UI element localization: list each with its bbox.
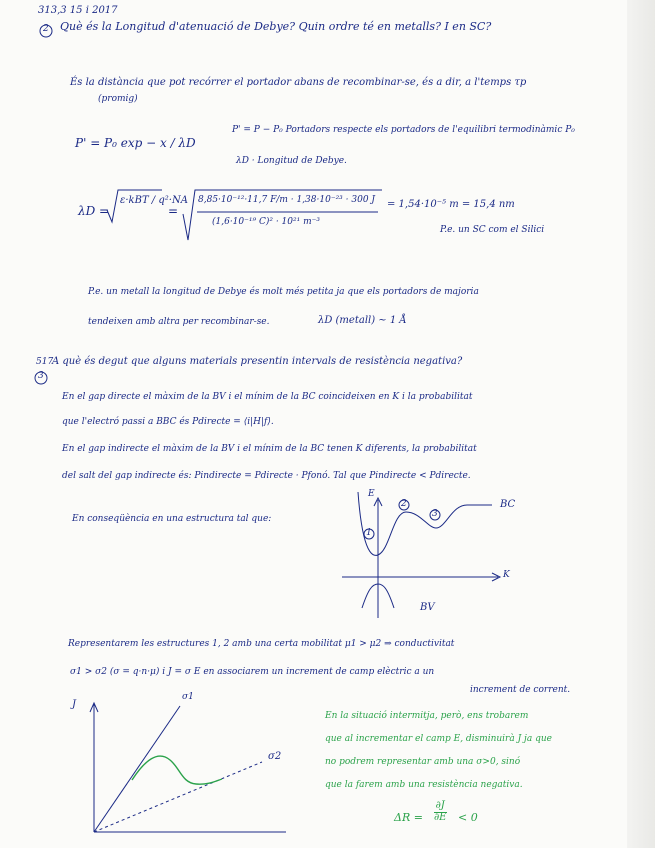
metal-line2: tendeixen amb altra per recombinar-se. <box>88 317 270 327</box>
sigma2-line <box>94 762 262 832</box>
q2-number: 2 <box>43 24 49 34</box>
lambda-result-note: P.e. un SC com el Silici <box>440 225 545 235</box>
bc-label: BC <box>500 499 516 510</box>
q3-line5: En conseqüència en una estructura tal que: <box>72 514 272 524</box>
lambda-denominator: (1,6·10⁻¹⁹ C)² · 10²¹ m⁻³ <box>212 217 320 227</box>
lambda-sqrt-expr: ε·kBT / q²·NA <box>120 195 188 206</box>
q3-question: A què és degut que alguns materials presentin intervals de resistència negativa? <box>52 356 463 367</box>
bv-label: BV <box>420 602 435 613</box>
sigma1-label: σ1 <box>182 692 194 702</box>
valley-label-2: 2 <box>401 499 407 509</box>
q3-line8: increment de corrent. <box>470 685 571 695</box>
green-formula-fraction <box>432 801 448 823</box>
q2-answer-note: (promig) <box>98 94 138 104</box>
q3-margin-note: 517 <box>36 357 54 367</box>
lambda-result: = 1,54·10⁻⁵ m = 15,4 nm <box>387 199 515 210</box>
green-note-line2: que al incrementar el camp E, disminuirà J ja que <box>325 734 552 744</box>
green-formula-numerator: ∂J <box>435 800 445 811</box>
q2-def-p: P' = P − P₀ Portadors respecte els portadors de l'equilibri termodinàmic P₀ <box>232 125 575 135</box>
metal-line1: P.e. un metall la longitud de Debye és molt més petita ja que els portadors de majoria <box>88 287 479 297</box>
negative-resistance-curve <box>132 756 222 784</box>
valley-label-3: 3 <box>432 509 438 519</box>
q3-line2: que l'electró passi a BBC és Pdirecte = ⟨i|H|f⟩. <box>62 417 274 427</box>
q3-line7: σ1 > σ2 (σ = q·n·μ) i J = σ E en associarem un increment de camp elèctric a un <box>70 667 435 677</box>
j-axis-label: J <box>72 699 77 710</box>
q2-formula-p: P' = P₀ exp − x / λD <box>75 136 196 150</box>
k-axis-label: K <box>503 570 510 580</box>
q2-question: Què és la Longitud d'atenuació de Debye? Quin ordre té en metalls? I en SC? <box>60 20 492 33</box>
green-formula-denominator: ∂E <box>434 811 447 823</box>
lambda-lhs: λD = <box>78 204 110 218</box>
date-header: 313,3 15 i 2017 <box>38 5 118 16</box>
e-axis-label: E <box>368 489 375 499</box>
q3-line6: Representarem les estructures 1, 2 amb una certa mobilitat μ1 > μ2 ⇒ conductivitat <box>68 639 455 649</box>
q3-line1: En el gap directe el màxim de la BV i el mínim de la BC coincideixen en K i la probabilitat <box>62 392 473 402</box>
lambda-numerator: 8,85·10⁻¹²·11,7 F/m · 1,38·10⁻²³ · 300 J <box>198 195 376 205</box>
green-formula-rhs: < 0 <box>458 811 478 824</box>
q2-answer-line1: És la distància que pot recórrer el portador abans de recombinar-se, és a dir, a l'temps τp <box>70 77 527 88</box>
green-note-line1: En la situació intermitja, però, ens trobarem <box>325 711 529 721</box>
green-formula-lhs: ΔR = <box>394 811 423 824</box>
green-note-line3: no podrem representar amb una σ>0, sinó <box>325 757 521 767</box>
lambda-eq: = <box>168 204 179 218</box>
valley-label-1: 1 <box>366 528 372 538</box>
q2-def-lambda: λD · Longitud de Debye. <box>236 156 347 166</box>
q3-line3: En el gap indirecte el màxim de la BV i el mínim de la BC tenen K diferents, la probabilitat <box>62 444 477 454</box>
green-note-line4: que la farem amb una resistència negativa. <box>325 780 523 790</box>
sigma1-line <box>94 706 180 832</box>
q3-number: 3 <box>38 371 44 381</box>
sigma2-label: σ2 <box>268 751 282 762</box>
q3-line4: del salt del gap indirecte és: Pindirecte = Pdirecte · Pfonó. Tal que Pindirecte < Pdirecte. <box>62 471 471 481</box>
metal-result: λD (metall) ~ 1 Å <box>318 315 407 326</box>
